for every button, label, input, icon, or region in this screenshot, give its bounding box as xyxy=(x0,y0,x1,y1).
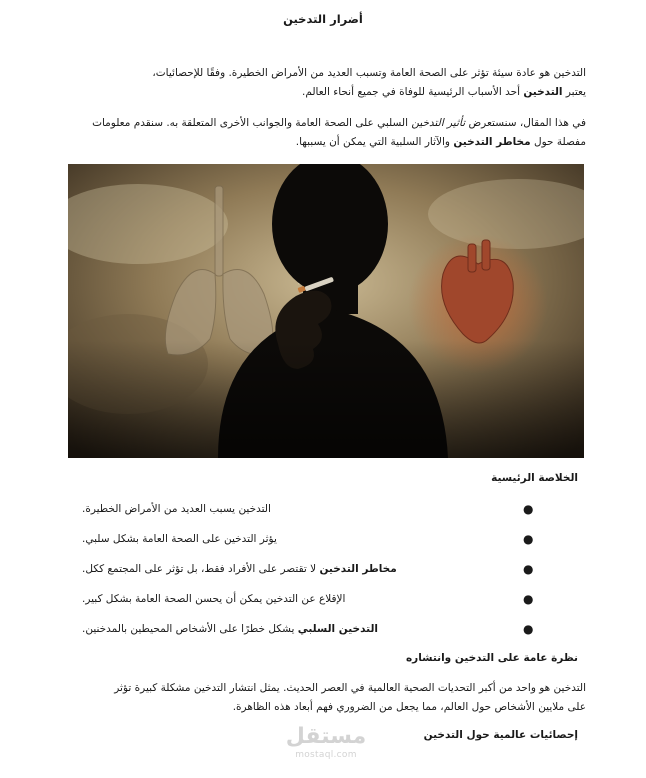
list-item: الإقلاع عن التدخين يمكن أن يحسن الصحة العامة بشكل كبير. ● xyxy=(82,592,534,606)
list-item: التدخين يسبب العديد من الأمراض الخطيرة. ● xyxy=(82,502,534,516)
bold-term: التدخين xyxy=(523,86,563,98)
bullet-icon: ● xyxy=(523,502,534,516)
bullet-icon: ● xyxy=(523,622,534,636)
bullet-icon: ● xyxy=(523,532,534,546)
watermark-arabic: مستقل xyxy=(285,724,367,749)
list-item: التدخين السلبي يشكل خطرًا على الأشخاص المحيطين بالمدخنين. ● xyxy=(82,622,534,636)
bold-term: مخاطر التدخين xyxy=(453,136,531,148)
italic-term: تأثير التدخين xyxy=(411,117,466,129)
key-takeaways-heading: الخلاصة الرئيسية xyxy=(491,472,578,484)
key-takeaways-list xyxy=(78,500,578,650)
section2-line-2: على ملايين الأشخاص حول العالم، مما يجعل من الضروري فهم أبعاد هذه الظاهرة. xyxy=(232,701,586,713)
list-item: مخاطر التدخين لا تقتصر على الأفراد فقط، بل تؤثر على المجتمع ككل. ● xyxy=(82,562,534,576)
hero-image xyxy=(68,164,584,458)
smoking-person-illustration-icon xyxy=(68,164,584,458)
section-heading-statistics: إحصائيات عالمية حول التدخين xyxy=(423,729,578,741)
overview-line-2: مفصلة حول مخاطر التدخين والآثار السلبية التي يمكن أن يسببها. xyxy=(295,136,586,148)
section-heading-overview: نظرة عامة على التدخين وانتشاره xyxy=(405,652,578,664)
bullet-icon: ● xyxy=(523,592,534,606)
bullet-icon: ● xyxy=(523,562,534,576)
document-title: أضرار التدخين xyxy=(283,12,363,26)
intro-line-2: يعتبر التدخين أحد الأسباب الرئيسية للوفاة في جميع أنحاء العالم. xyxy=(302,86,586,98)
watermark xyxy=(284,724,368,764)
intro-line-1: التدخين هو عادة سيئة تؤثر على الصحة العامة وتسبب العديد من الأمراض الخطيرة. وفقًا للإحصائيات، xyxy=(152,67,586,79)
intro-paragraph xyxy=(68,64,586,102)
overview-section-paragraph xyxy=(68,679,586,717)
section2-line-1: التدخين هو واحد من أكبر التحديات الصحية العالمية في العصر الحديث. يمثل انتشار التدخين مشكلة كبيرة تؤثر xyxy=(114,682,586,694)
overview-paragraph xyxy=(68,114,586,152)
list-item: يؤثر التدخين على الصحة العامة بشكل سلبي. ● xyxy=(82,532,534,546)
overview-line-1: في هذا المقال، سنستعرض تأثير التدخين السلبي على الصحة العامة والجوانب الأخرى المتعلقة به. سنقدم معلومات xyxy=(92,117,586,129)
watermark-latin: mostaql.com xyxy=(295,750,357,760)
